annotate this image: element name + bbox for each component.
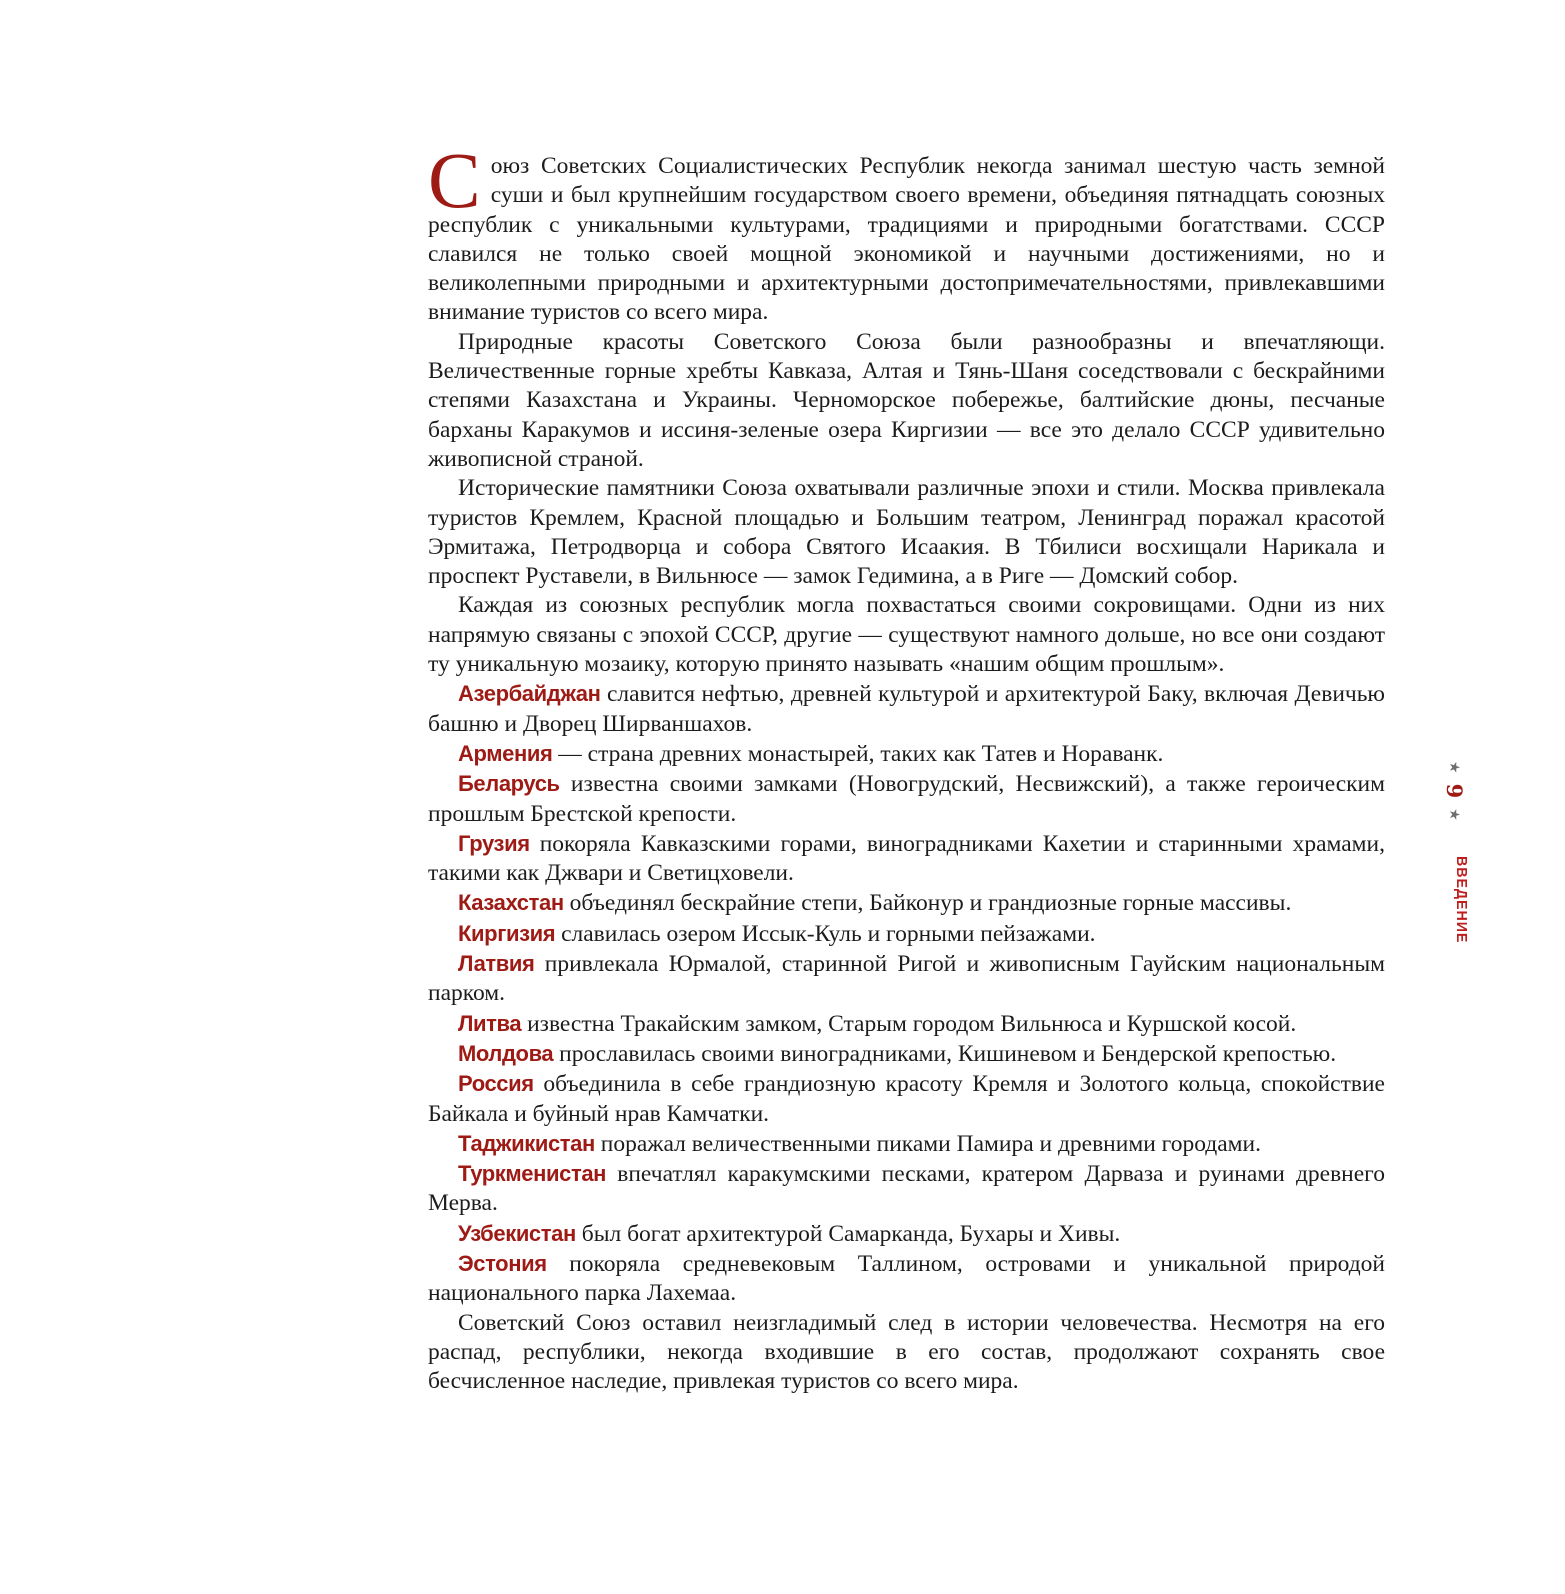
introduction-text	[428, 138, 1385, 1396]
country-text: объединила в себе грандиозную красоту Кремля и Золотого кольца, спокойствие Байкала и буйный нрав Камчатки.	[428, 1071, 1385, 1127]
country-text: известна Тракайским замком, Старым городом Вильнюса и Куршской косой.	[521, 1010, 1297, 1037]
country-name: Грузия	[458, 830, 530, 856]
country-text: привлекала Юрмалой, старинной Ригой и живописным Гауйским национальным парком.	[428, 951, 1385, 1007]
country-paragraph-russia	[428, 1069, 1385, 1129]
country-name: Молдова	[458, 1040, 554, 1066]
country-paragraph-azerbaijan	[428, 679, 1385, 739]
country-paragraph-moldova	[428, 1039, 1385, 1069]
country-paragraph-kazakhstan	[428, 888, 1385, 918]
country-name: Армения	[458, 740, 553, 766]
paragraph-republics: Каждая из союзных республик могла похвастаться своими сокровищами. Одни из них напрямую связаны с эпохой СССР, другие — существуют намного дольше, но все они создают ту уникальную мозаику, которую принято называть «нашим общим прошлым».	[428, 592, 1385, 678]
country-text: поражал величественными пиками Памира и древними городами.	[594, 1130, 1261, 1157]
country-text: славится нефтью, древней культурой и архитектурой Баку, включая Девичью башню и Дворец Ширваншахов.	[428, 681, 1385, 737]
country-name: Киргизия	[458, 920, 556, 946]
country-name: Латвия	[458, 951, 535, 977]
country-name: Узбекистан	[458, 1220, 576, 1246]
country-name: Туркменистан	[458, 1161, 607, 1187]
country-paragraph-kirghizia	[428, 919, 1385, 949]
country-paragraph-belarus	[428, 769, 1385, 829]
country-text: покоряла Кавказскими горами, виноградниками Кахетии и старинными храмами, такими как Джвари и Светицховели.	[428, 830, 1385, 887]
country-text: был богат архитектурой Самарканда, Бухары и Хивы.	[575, 1220, 1121, 1247]
intro-paragraph	[428, 138, 1385, 328]
country-name: Эстония	[458, 1250, 547, 1276]
country-text: известна своими замками (Новогрудский, Несвижский), а также героическим прошлым Брестской крепости.	[428, 771, 1385, 827]
paragraph-monuments: Исторические памятники Союза охватывали различные эпохи и стили. Москва привлекала туристов Кремлем, Красной площадью и Большим театром, Ленинград поражал красотой Эрмитажа, Петродворца и собора Святого Исаакия. В Тбилиси восхищали Нарикала и проспект Руставели, в Вильнюсе — замок Гедимина, а в Риге — Домский собор.	[428, 475, 1385, 590]
country-name: Беларусь	[458, 771, 560, 797]
country-name: Азербайджан	[458, 681, 601, 707]
country-paragraph-tajikistan	[428, 1129, 1385, 1159]
drop-cap: С	[428, 138, 481, 225]
paragraph-nature: Природные красоты Советского Союза были разнообразны и впечатляющи. Величественные горные хребты Кавказа, Алтая и Тянь-Шаня соседствовали с бескрайними степями Казахстана и Украины. Черноморское побережье, балтийские дюны, песчаные барханы Каракумов и иссиня-зеленые озера Киргизии — все это делало СССР удивительно живописной страной.	[428, 328, 1385, 472]
country-paragraph-georgia	[428, 829, 1385, 889]
intro-paragraph-text: оюз Советских Социалистических Республик некогда занимал шестую часть земной суши и был крупнейшим государством своего времени, объединяя пятнадцать союзных республик с уникальными культурами, традициями и природными богатствами. СССР славился не только своей мощной экономикой и научными достижениями, но и великолепными природными и архитектурными достопримечательностями, привлекавшими внимание туристов со всего мира.	[428, 153, 1385, 326]
country-text: покоряла средневековым Таллином, островами и уникальной природой национального парка Лахемаа.	[428, 1250, 1385, 1307]
country-paragraph-lithuania	[428, 1009, 1385, 1039]
country-text: прославилась своими виноградниками, Кишиневом и Бендерской крепостью.	[553, 1040, 1337, 1067]
country-name: Таджикистан	[458, 1130, 595, 1156]
closing-paragraph: Советский Союз оставил неизгладимый след в истории человечества. Несмотря на его распад, республики, некогда входившие в его состав, продолжают сохранять свое бесчисленное наследие, привлекая туристов со всего мира.	[428, 1309, 1385, 1395]
country-text: — страна древних монастырей, таких как Татев и Нораванк.	[552, 740, 1164, 767]
page-number-block	[1439, 761, 1466, 821]
country-paragraph-armenia	[428, 739, 1385, 769]
country-paragraph-estonia	[428, 1249, 1385, 1309]
country-paragraph-turkmenistan	[428, 1159, 1385, 1219]
country-text: славилась озером Иссык-Куль и горными пейзажами.	[555, 920, 1096, 947]
country-text: объединял бескрайние степи, Байконур и грандиозные горные массивы.	[563, 890, 1292, 917]
country-name: Россия	[458, 1071, 534, 1097]
section-label: ВВЕДЕНИЕ	[1453, 856, 1470, 944]
country-text: впечатлял каракумскими песками, кратером Дарваза и руинами древнего Мерва.	[428, 1161, 1385, 1217]
country-name: Литва	[458, 1010, 522, 1036]
country-paragraph-latvia	[428, 949, 1385, 1009]
star-icon: ★	[1446, 808, 1461, 821]
page-number: 9	[1442, 783, 1467, 799]
country-paragraph-uzbekistan	[428, 1219, 1385, 1249]
country-name: Казахстан	[458, 890, 564, 916]
star-icon: ★	[1446, 761, 1461, 774]
